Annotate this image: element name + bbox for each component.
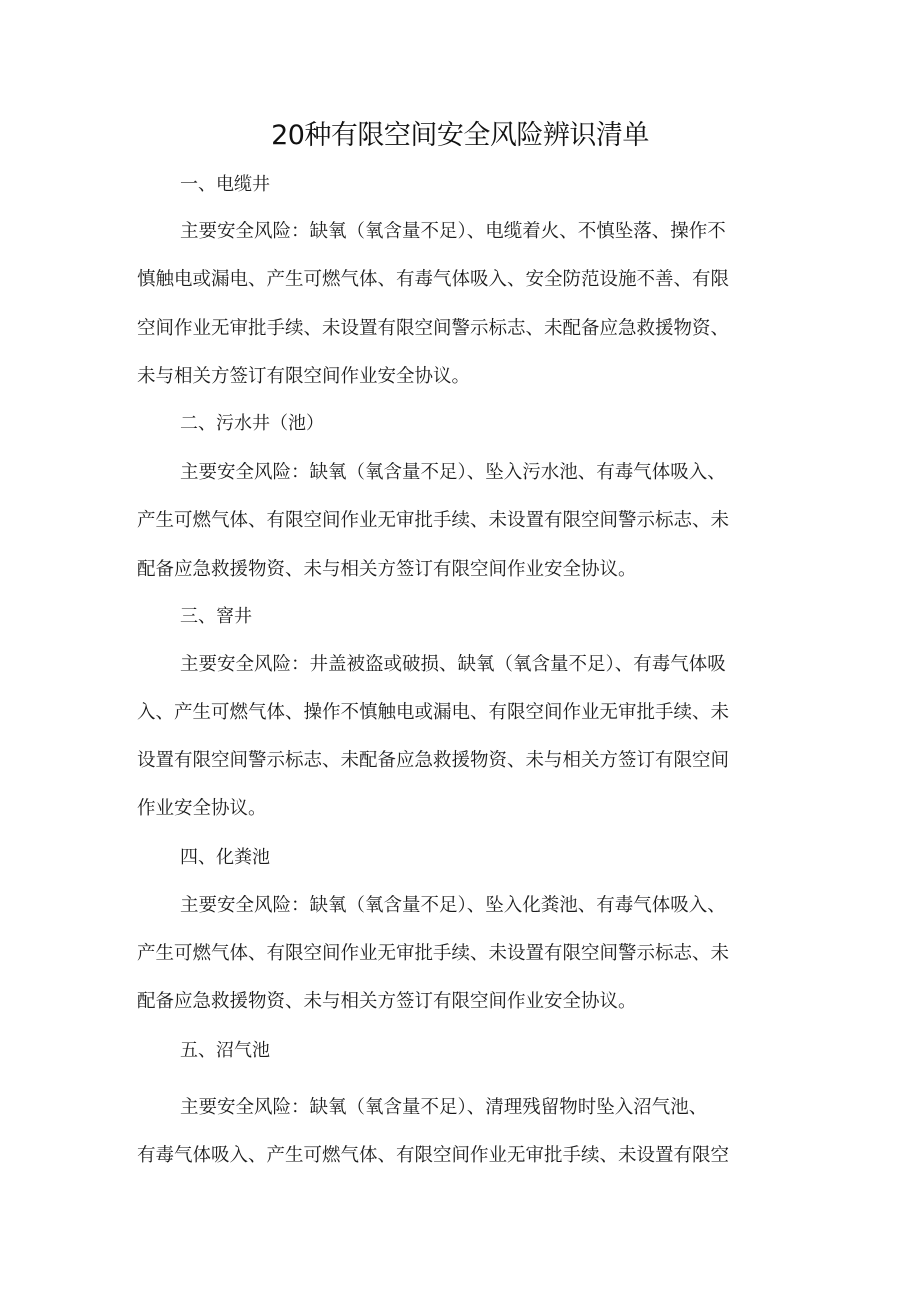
paragraph-line: 有毒气体吸入、产生可燃气体、有限空间作业无审批手续、未设置有限空 [137,1145,730,1166]
paragraph-line: 设置有限空间警示标志、未配备应急救援物资、未与相关方签订有限空间 [137,750,730,771]
paragraph-line: 主要安全风险：缺氧（氧含量不足）、坠入污水池、有毒气体吸入、 [180,462,726,483]
section-heading: 五、沼气池 [180,1040,270,1061]
paragraph-line: 入、产生可燃气体、操作不慎触电或漏电、有限空间作业无审批手续、未 [137,702,730,723]
section-heading: 四、化粪池 [180,847,270,868]
section-heading: 三、窨井 [180,606,252,627]
section-heading: 一、电缆井 [180,174,270,195]
paragraph-line: 主要安全风险：缺氧（氧含量不足）、坠入化粪池、有毒气体吸入、 [180,895,726,916]
paragraph-line: 作业安全协议。 [137,798,267,819]
paragraph-line: 空间作业无审批手续、未设置有限空间警示标志、未配备应急救援物资、 [137,318,730,339]
paragraph-line: 慎触电或漏电、产生可燃气体、有毒气体吸入、安全防范设施不善、有限 [137,269,730,290]
paragraph-line: 未与相关方签订有限空间作业安全协议。 [137,366,471,387]
paragraph-line: 主要安全风险：缺氧（氧含量不足）、电缆着火、不慎坠落、操作不 [180,221,726,242]
paragraph-line: 配备应急救援物资、未与相关方签订有限空间作业安全协议。 [137,991,637,1012]
paragraph-line: 主要安全风险：缺氧（氧含量不足）、清理残留物时坠入沼气池、 [180,1097,708,1118]
paragraph-line: 产生可燃气体、有限空间作业无审批手续、未设置有限空间警示标志、未 [137,510,730,531]
paragraph-line: 产生可燃气体、有限空间作业无审批手续、未设置有限空间警示标志、未 [137,943,730,964]
section-heading: 二、污水井（池） [180,413,324,434]
paragraph-line: 配备应急救援物资、未与相关方签订有限空间作业安全协议。 [137,559,637,580]
paragraph-line: 主要安全风险：井盖被盗或破损、缺氧（氧含量不足）、有毒气体吸 [180,654,726,675]
document-title: 20种有限空间安全风险辨识清单 [271,120,649,151]
